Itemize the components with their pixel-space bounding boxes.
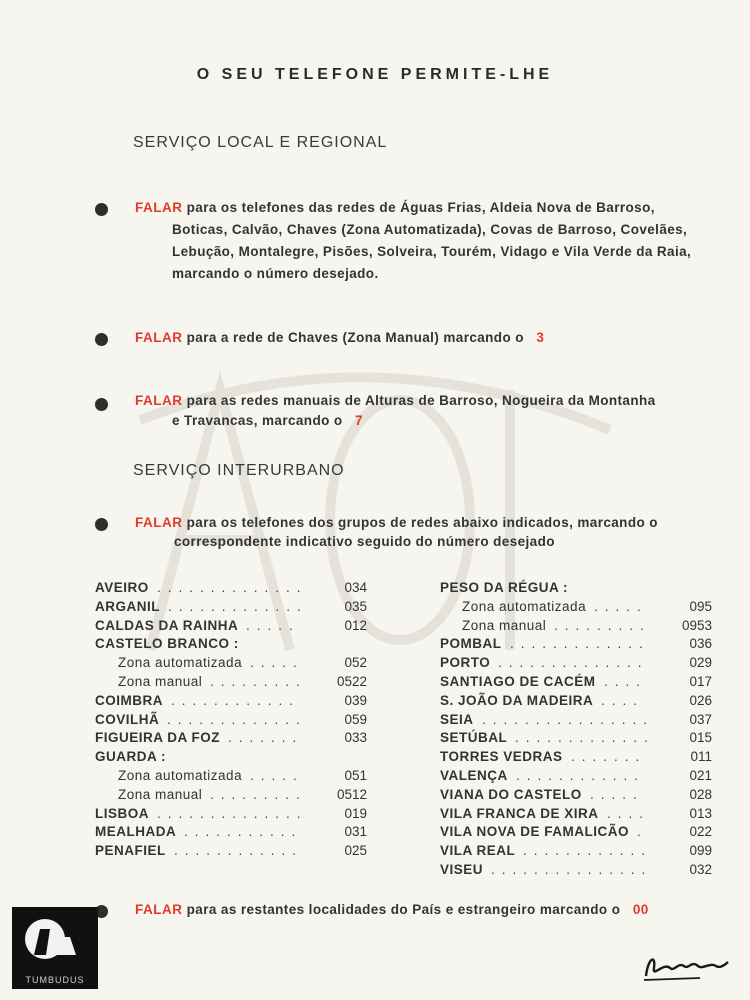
item-text-line-1: para os telefones das redes de Águas Frias, Aldeia Nova de Barroso, <box>186 200 655 215</box>
locality-name: AVEIRO <box>95 580 149 595</box>
section-heading-interurban: SERVIÇO INTERURBANO <box>133 462 345 479</box>
dialing-code: 034 <box>344 580 367 595</box>
directory-row <box>95 655 367 674</box>
locality-name: VALENÇA <box>440 768 508 783</box>
locality-name: COIMBRA <box>95 692 163 708</box>
directory-row <box>440 674 712 693</box>
directory-row <box>440 730 712 749</box>
leader-dots: ............ <box>516 768 646 783</box>
leader-dots: ......... <box>210 786 307 802</box>
dialing-code: 039 <box>344 692 367 708</box>
dial-number: 00 <box>632 902 649 917</box>
directory-row <box>95 824 367 843</box>
locality-name: MEALHADA <box>95 824 177 840</box>
directory-row <box>95 674 367 693</box>
dial-number: 3 <box>536 330 545 345</box>
locality-name: TORRES VEDRAS <box>440 749 563 765</box>
leader-dots: ............ <box>523 843 653 859</box>
dialing-code: 036 <box>689 636 712 652</box>
leader-dots: . <box>637 824 648 840</box>
leader-dots: ..... <box>590 786 644 802</box>
item-text: para as restantes localidades do País e estrangeiro marcando o <box>186 902 621 917</box>
leader-dots: .............. <box>498 655 649 671</box>
falar-label: FALAR <box>135 515 183 530</box>
directory-row <box>95 843 367 862</box>
locality-name: VILA NOVA DE FAMALICÃO <box>440 824 629 840</box>
leader-dots: .... <box>604 674 648 689</box>
leader-dots: ....... <box>228 730 304 746</box>
directory-row <box>440 655 712 674</box>
dialing-code: 029 <box>689 655 712 671</box>
leader-dots: ......... <box>210 674 307 689</box>
locality-name: PESO DA RÉGUA : <box>440 580 569 595</box>
dialing-code: 033 <box>344 730 367 746</box>
leader-dots: ............. <box>510 636 650 652</box>
dialing-code: 0953 <box>681 617 712 633</box>
directory-row <box>440 618 712 637</box>
logo-icon <box>12 907 98 977</box>
logo-text: TUMBUDUS <box>25 975 85 985</box>
dialing-code: 037 <box>689 711 712 727</box>
locality-name: CASTELO BRANCO : <box>95 636 239 652</box>
bullet-icon <box>95 333 108 346</box>
directory-row <box>440 806 712 825</box>
directory-row <box>440 787 712 806</box>
locality-name: SANTIAGO DE CACÉM <box>440 674 596 689</box>
leader-dots: ............. <box>167 711 307 727</box>
directory-row <box>440 843 712 862</box>
dialing-code: 051 <box>344 768 367 783</box>
falar-label: FALAR <box>135 393 183 408</box>
directory-row <box>440 636 712 655</box>
directory-row <box>440 712 712 731</box>
dialing-code: 026 <box>689 692 712 708</box>
dialing-code: 032 <box>689 862 712 877</box>
leader-dots: .... <box>607 805 651 821</box>
bullet-icon <box>95 518 108 531</box>
signature-mark <box>640 948 732 984</box>
falar-label: FALAR <box>135 200 183 215</box>
leader-dots: ............... <box>491 862 653 877</box>
dialing-code: 017 <box>689 674 712 689</box>
directory-row <box>95 636 367 655</box>
locality-name: GUARDA : <box>95 749 166 765</box>
zone-name: Zona automatizada <box>118 768 243 783</box>
directory-row <box>95 580 367 599</box>
zone-name: Zona automatizada <box>118 655 243 671</box>
dial-number: 7 <box>354 413 363 428</box>
leader-dots: ............. <box>515 730 655 746</box>
directory-row <box>95 768 367 787</box>
locality-name: SEIA <box>440 711 474 727</box>
directory-row <box>440 693 712 712</box>
locality-name: SETÚBAL <box>440 730 508 746</box>
leader-dots: ............ <box>171 692 301 708</box>
directory-row <box>95 787 367 806</box>
leader-dots: ..... <box>246 617 300 633</box>
locality-name: VILA REAL <box>440 843 516 859</box>
dialing-code: 095 <box>689 598 712 614</box>
dialing-code: 012 <box>344 617 367 633</box>
dialing-code: 015 <box>689 730 712 746</box>
dialing-code: 0522 <box>336 674 367 689</box>
item-text-line-2: e Travancas, marcando o <box>172 413 343 428</box>
dialing-code: 031 <box>344 824 367 840</box>
item-text-line-4: marcando o número desejado. <box>172 266 379 281</box>
locality-name: LISBOA <box>95 805 150 821</box>
leader-dots: ......... <box>554 617 651 633</box>
item-text-line-1: para os telefones dos grupos de redes abaixo indicados, marcando o <box>186 515 658 530</box>
locality-name: PORTO <box>440 655 491 671</box>
dialing-code: 025 <box>344 843 367 859</box>
zone-name: Zona manual <box>118 674 203 689</box>
leader-dots: .... <box>601 692 645 708</box>
dialing-code: 019 <box>344 805 367 821</box>
dialing-code: 028 <box>689 786 712 802</box>
item-text-line-1: para as redes manuais de Alturas de Barroso, Nogueira da Montanha <box>186 393 656 408</box>
page-title: O SEU TELEFONE PERMITE-LHE <box>196 66 554 83</box>
locality-name: VISEU <box>440 862 484 877</box>
directory-row <box>440 749 712 768</box>
locality-name: PENAFIEL <box>95 843 166 859</box>
dialing-code: 059 <box>344 711 367 727</box>
logo <box>12 907 98 989</box>
leader-dots: ..... <box>250 768 304 783</box>
zone-name: Zona manual <box>462 617 547 633</box>
locality-name: VILA FRANCA DE XIRA <box>440 805 599 821</box>
item-text-line-3: Lebução, Montalegre, Pisões, Solveira, Tourém, Vidago e Vila Verde da Raia, <box>172 244 692 259</box>
dialing-code: 035 <box>344 598 367 614</box>
directory-row <box>95 693 367 712</box>
leader-dots: ....... <box>571 749 647 765</box>
dialing-code: 011 <box>690 749 712 765</box>
locality-name: ARGANIL <box>95 598 160 614</box>
directory-row <box>440 599 712 618</box>
directory-row <box>440 862 712 881</box>
locality-name: VIANA DO CASTELO <box>440 786 582 802</box>
item-text-line-2: Boticas, Calvão, Chaves (Zona Automatizada), Covas de Barroso, Covelães, <box>172 222 688 237</box>
section-heading-local: SERVIÇO LOCAL E REGIONAL <box>133 134 388 151</box>
directory-row <box>440 824 712 843</box>
bullet-icon <box>95 398 108 411</box>
leader-dots: ............ <box>174 843 304 859</box>
falar-label: FALAR <box>135 330 183 345</box>
directory-row <box>95 806 367 825</box>
leader-dots: .............. <box>157 580 308 595</box>
bullet-icon <box>95 203 108 216</box>
dialing-code: 022 <box>689 824 712 840</box>
directory-row <box>95 712 367 731</box>
leader-dots: ........... <box>184 824 303 840</box>
leader-dots: .............. <box>157 805 308 821</box>
dialing-code: 021 <box>689 768 712 783</box>
dialing-code: 052 <box>344 655 367 671</box>
zone-name: Zona manual <box>118 786 203 802</box>
directory-row <box>95 749 367 768</box>
locality-name: POMBAL <box>440 636 502 652</box>
zone-name: Zona automatizada <box>462 598 587 614</box>
dialing-code: 099 <box>689 843 712 859</box>
item-text-line-2: correspondente indicativo seguido do número desejado <box>174 534 555 549</box>
dialing-code: 0512 <box>336 786 367 802</box>
falar-label: FALAR <box>135 902 183 917</box>
directory-row <box>95 730 367 749</box>
item-text: para a rede de Chaves (Zona Manual) marcando o <box>186 330 524 345</box>
leader-dots: ..... <box>594 598 648 614</box>
directory-row <box>95 599 367 618</box>
leader-dots: ................ <box>482 711 655 727</box>
leader-dots: ............. <box>168 598 308 614</box>
directory-row <box>440 580 712 599</box>
leader-dots: ..... <box>250 655 304 671</box>
directory-row <box>95 618 367 637</box>
locality-name: S. JOÃO DA MADEIRA <box>440 692 594 708</box>
locality-name: CALDAS DA RAINHA <box>95 617 239 633</box>
directory-row <box>440 768 712 787</box>
locality-name: COVILHÃ <box>95 711 160 727</box>
dialing-code: 013 <box>689 805 712 821</box>
locality-name: FIGUEIRA DA FOZ <box>95 730 220 746</box>
